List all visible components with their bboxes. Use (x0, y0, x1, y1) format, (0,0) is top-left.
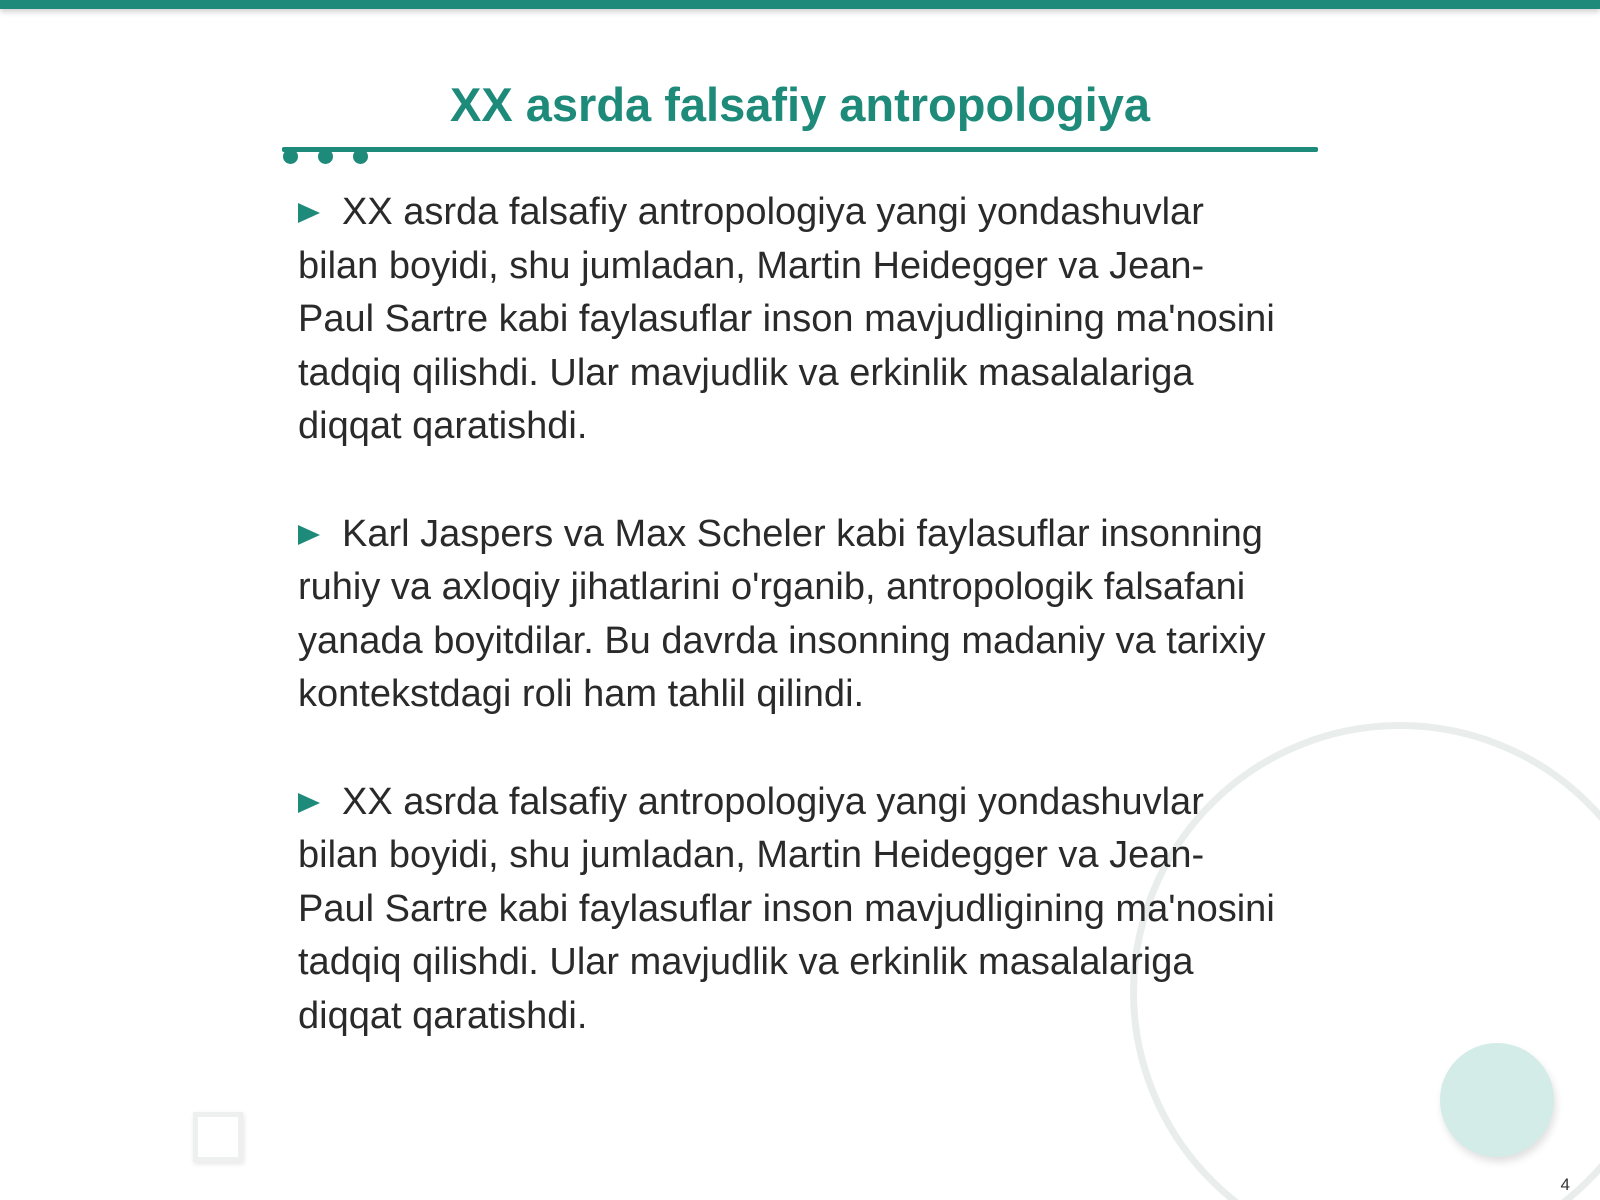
decorative-square (193, 1112, 243, 1162)
underline-dot (283, 149, 298, 164)
bullet-list (298, 186, 1278, 1097)
bullet-text: Karl Jaspers va Max Scheler kabi faylasuflar insonning ruhiy va axloqiy jihatlarini o'rganib, antropologik falsafani yanada boyitdilar. Bu davrda insonning madaniy va tarixiy kontekstdagi roli ham tahlil qilindi. (298, 512, 1266, 715)
decorative-dot (1440, 1043, 1554, 1157)
title-underline (282, 147, 1318, 152)
slide-title: XX asrda falsafiy antropologiya (450, 78, 1150, 131)
page-number: 4 (1560, 1175, 1570, 1194)
bullet-text: XX asrda falsafiy antropologiya yangi yondashuvlar bilan boyidi, shu jumladan, Martin Heidegger va Jean-Paul Sartre kabi faylasuflar inson mavjudligining ma'nosini tadqiq qilishdi. Ular mavjudlik va erkinlik masalalariga diqqat qaratishdi. (298, 780, 1275, 1037)
triangle-bullet-icon (298, 203, 320, 223)
bullet-item (298, 186, 1278, 454)
top-accent-bar (0, 0, 1600, 9)
underline-dot (353, 149, 368, 164)
triangle-bullet-icon (298, 793, 320, 813)
triangle-bullet-icon (298, 525, 320, 545)
bullet-text: XX asrda falsafiy antropologiya yangi yondashuvlar bilan boyidi, shu jumladan, Martin Heidegger va Jean-Paul Sartre kabi faylasuflar inson mavjudligining ma'nosini tadqiq qilishdi. Ular mavjudlik va erkinlik masalalariga diqqat qaratishdi. (298, 191, 1275, 447)
bullet-item (298, 776, 1278, 1044)
bullet-item (298, 508, 1278, 722)
underline-dot (318, 149, 333, 164)
